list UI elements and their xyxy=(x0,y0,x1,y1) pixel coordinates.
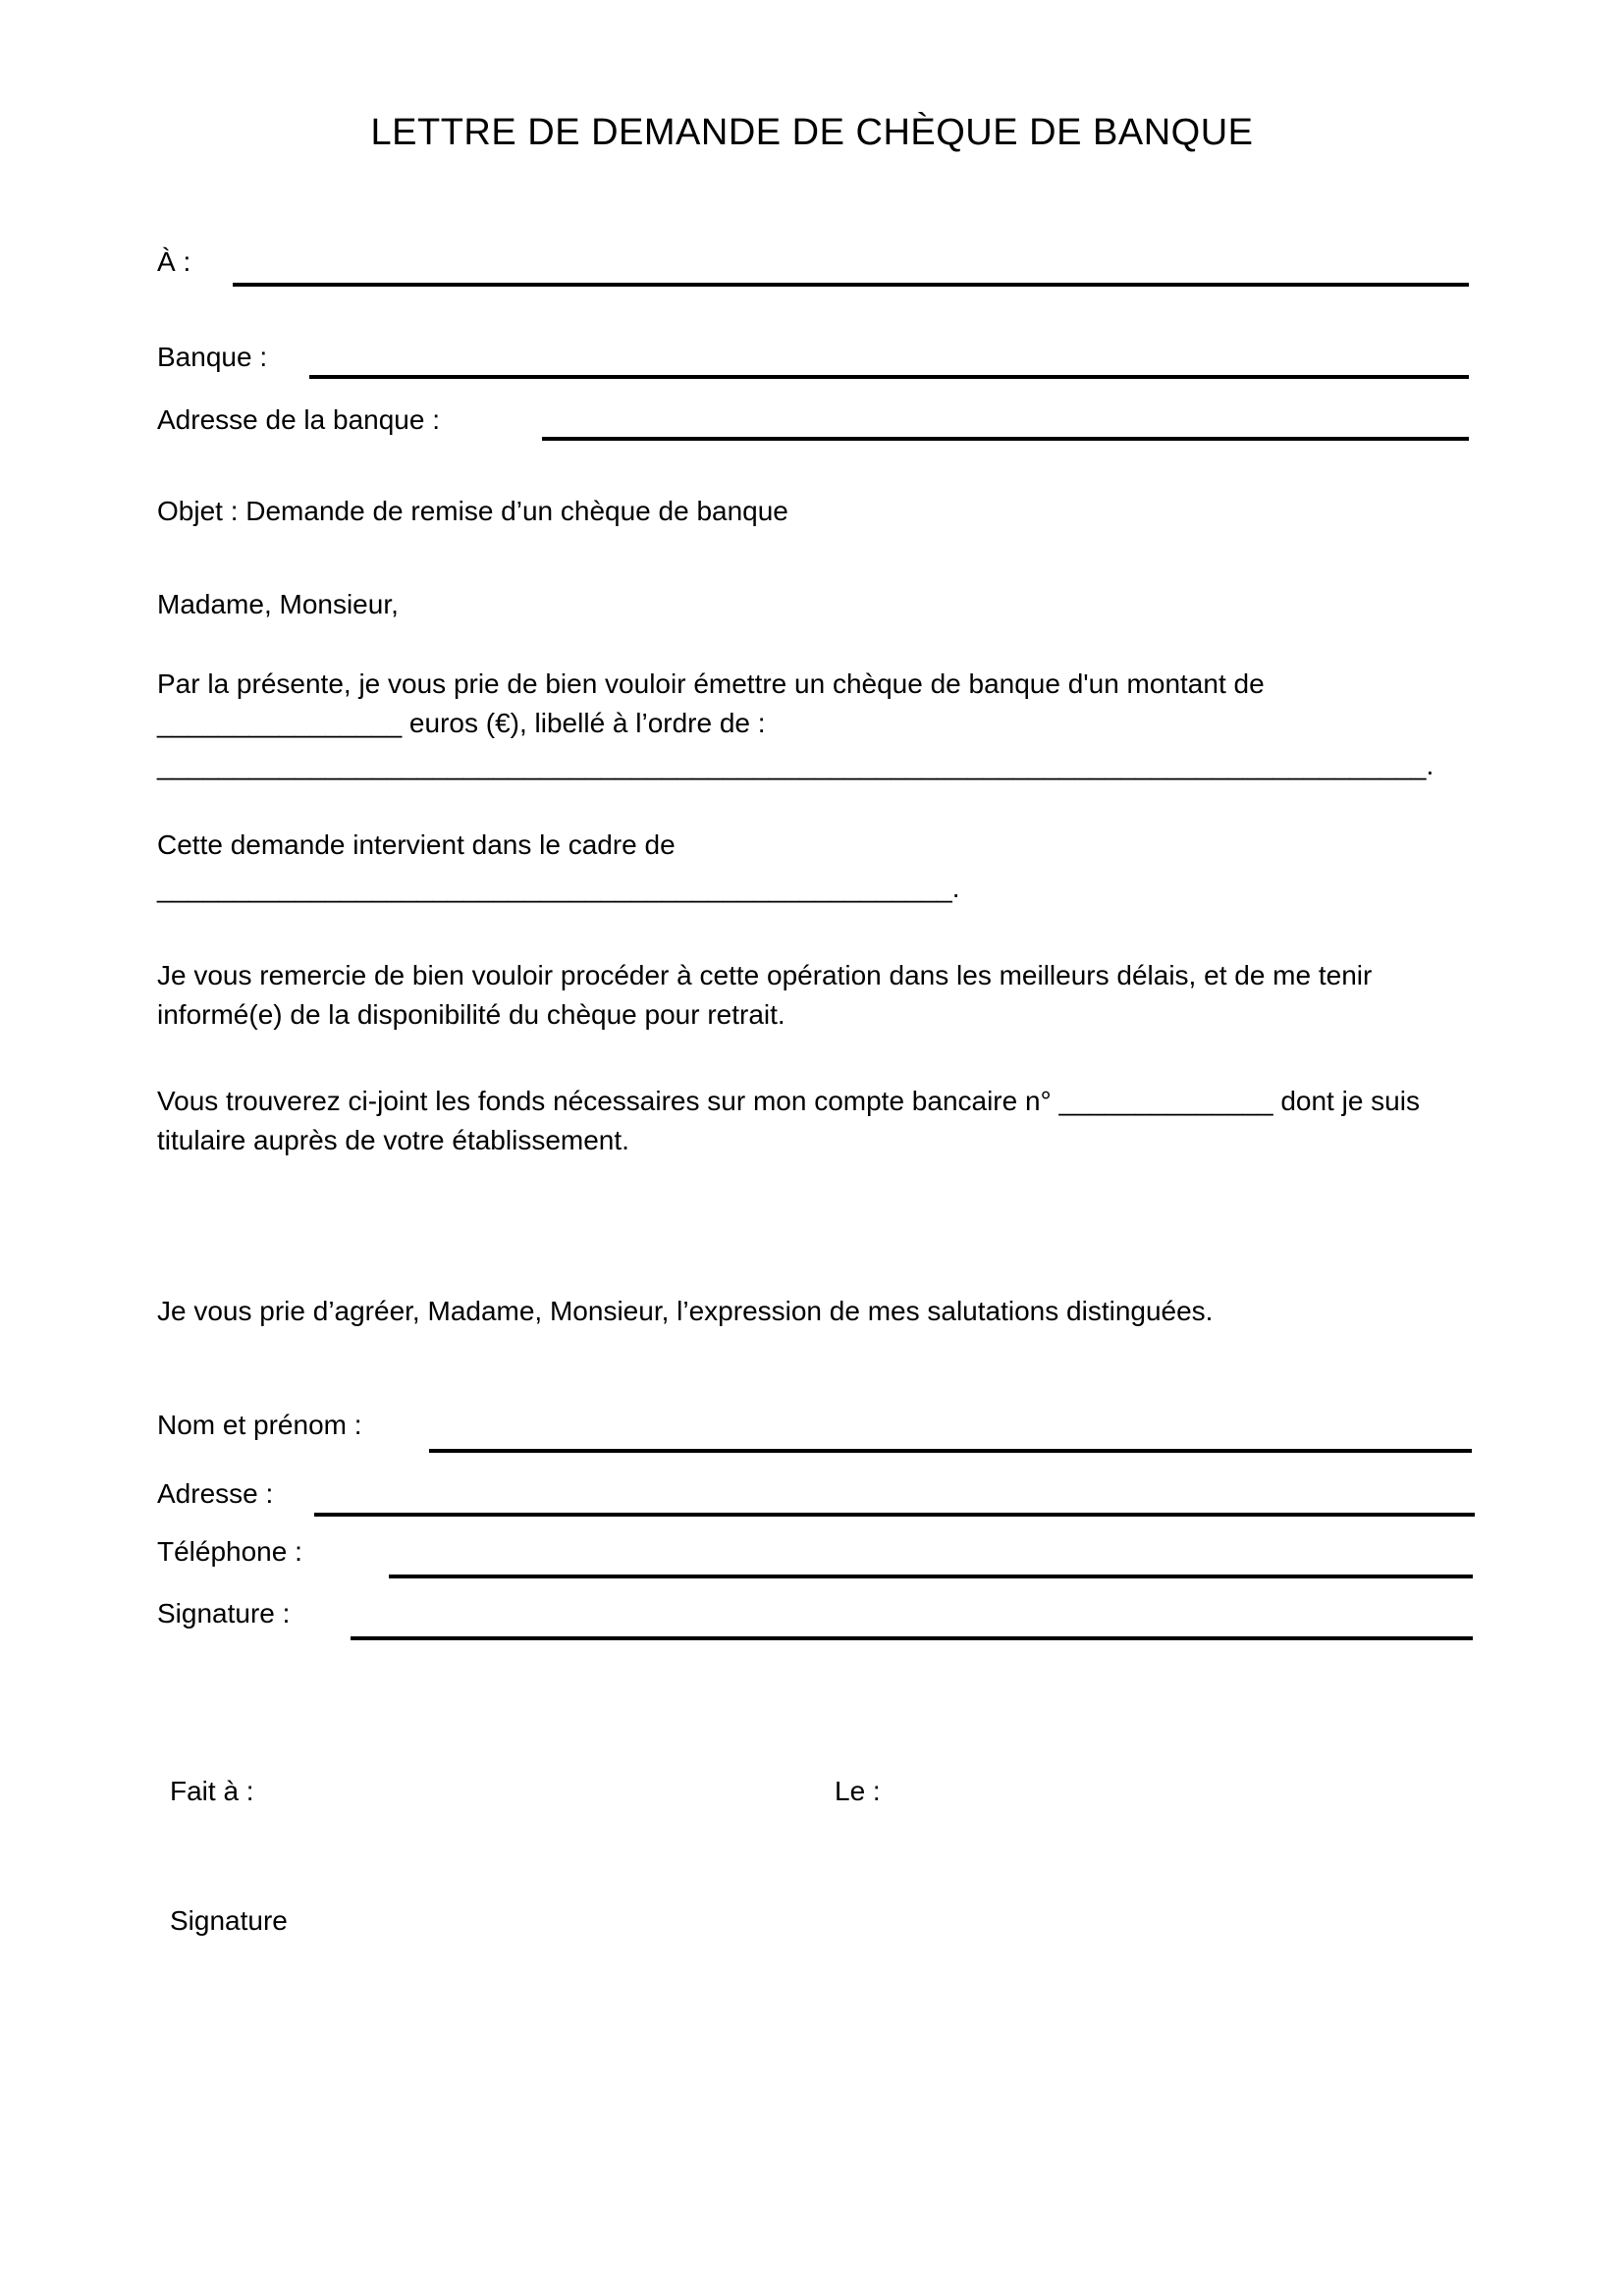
date-label: Le : xyxy=(835,1776,881,1806)
bank-address-label: Adresse de la banque : xyxy=(157,404,440,435)
thanks-line2: informé(e) de la disponibilité du chèque pour retrait. xyxy=(157,999,785,1030)
bank-fill-line[interactable] xyxy=(309,375,1469,379)
funds-line1-before: Vous trouverez ci-joint les fonds nécessaires sur mon compte bancaire n° xyxy=(157,1086,1059,1116)
funds-line2: titulaire auprès de votre établissement. xyxy=(157,1125,629,1155)
name-label: Nom et prénom : xyxy=(157,1410,362,1440)
address-label: Adresse : xyxy=(157,1478,274,1509)
phone-label: Téléphone : xyxy=(157,1536,302,1567)
page-title: LETTRE DE DEMANDE DE CHÈQUE DE BANQUE xyxy=(370,112,1254,153)
salutation: Madame, Monsieur, xyxy=(157,589,399,619)
to-fill-line[interactable] xyxy=(233,283,1469,287)
bank-address-fill-line[interactable] xyxy=(542,437,1469,441)
phone-fill-line[interactable] xyxy=(389,1575,1473,1578)
name-fill-line[interactable] xyxy=(429,1449,1472,1453)
request-paragraph xyxy=(157,665,1265,743)
address-fill-line[interactable] xyxy=(314,1513,1475,1517)
request-line2: euros (€), libellé à l’ordre de : xyxy=(402,708,766,738)
thanks-line1: Je vous remercie de bien vouloir procéder à cette opération dans les meilleurs délais, et de me tenir xyxy=(157,960,1373,990)
to-label: À : xyxy=(157,246,191,277)
thanks-paragraph xyxy=(157,956,1372,1035)
request-line1: Par la présente, je vous prie de bien vouloir émettre un chèque de banque d'un montant de xyxy=(157,668,1265,699)
amount-blank[interactable]: ________________ xyxy=(157,708,403,738)
payee-blank-line[interactable]: ___________________________________________________________________________________. xyxy=(157,750,1435,780)
place-label: Fait à : xyxy=(170,1776,254,1806)
context-blank-line[interactable]: ____________________________________________________. xyxy=(157,873,960,903)
subject-line: Objet : Demande de remise d’un chèque de banque xyxy=(157,496,788,526)
signature-label: Signature : xyxy=(157,1598,291,1629)
footer-signature-label: Signature xyxy=(170,1905,288,1936)
signature-fill-line[interactable] xyxy=(351,1636,1473,1640)
funds-line1-after: dont je suis xyxy=(1272,1086,1420,1116)
closing-line: Je vous prie d’agréer, Madame, Monsieur, l’expression de mes salutations distinguées. xyxy=(157,1296,1214,1326)
context-line: Cette demande intervient dans le cadre de xyxy=(157,829,676,860)
bank-label: Banque : xyxy=(157,342,268,372)
account-number-blank[interactable]: ______________ xyxy=(1058,1086,1273,1116)
funds-paragraph xyxy=(157,1082,1420,1160)
